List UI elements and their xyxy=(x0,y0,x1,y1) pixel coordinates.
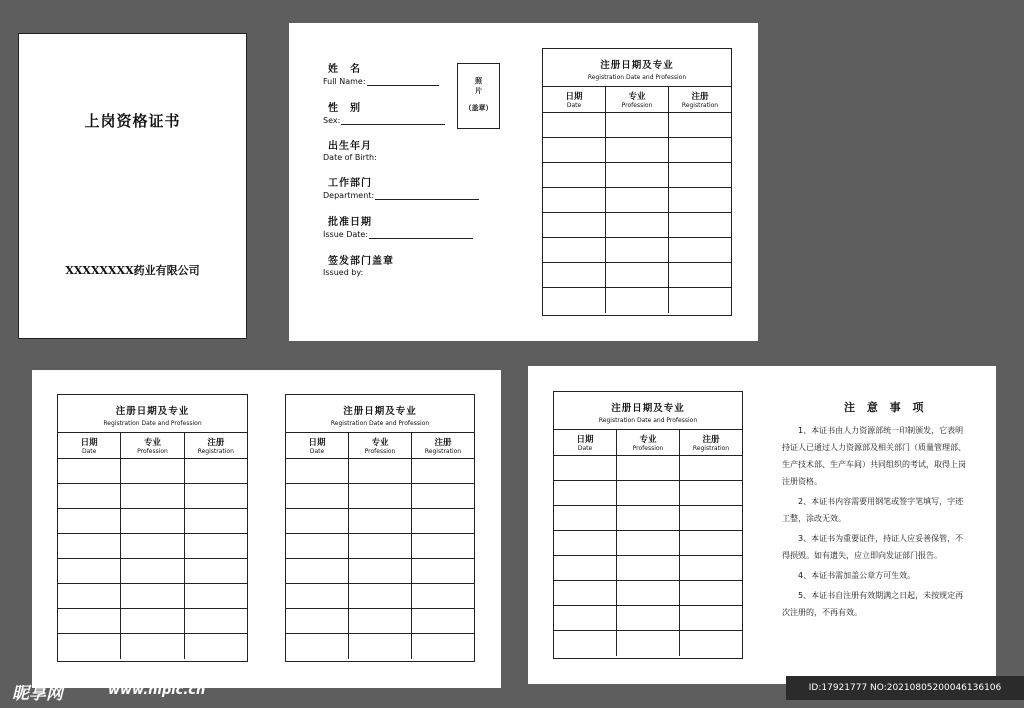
table-row xyxy=(286,559,474,584)
table-row xyxy=(554,531,742,556)
column-date xyxy=(286,433,349,458)
table-cell[interactable] xyxy=(286,584,349,608)
registration-columns xyxy=(286,433,474,459)
table-cell[interactable] xyxy=(58,559,121,583)
column-label-cn: 专业 xyxy=(639,435,657,445)
table-row xyxy=(543,238,731,263)
table-cell[interactable] xyxy=(680,631,742,656)
table-cell[interactable] xyxy=(669,263,731,287)
column-label-cn: 注册 xyxy=(702,435,720,445)
table-row xyxy=(543,288,731,313)
table-row xyxy=(58,559,247,584)
table-cell[interactable] xyxy=(58,459,121,483)
table-cell[interactable] xyxy=(121,584,184,608)
field-label-cn: 出生年月 xyxy=(328,141,372,152)
table-cell[interactable] xyxy=(617,481,680,505)
table-cell[interactable] xyxy=(412,559,474,583)
table-cell[interactable] xyxy=(349,609,412,633)
table-row xyxy=(58,484,247,509)
registration-title: 注册日期及专业 xyxy=(600,60,674,71)
table-cell[interactable] xyxy=(412,484,474,508)
table-cell[interactable] xyxy=(286,634,349,659)
table-cell[interactable] xyxy=(543,288,606,313)
table-cell[interactable] xyxy=(617,531,680,555)
registration-title: 注册日期及专业 xyxy=(343,406,417,417)
watermark-logo: 昵享网 xyxy=(12,684,63,704)
watermark-url: www.nipic.cn xyxy=(108,683,206,698)
column-label-cn: 日期 xyxy=(576,435,594,445)
column-label-en: Profession xyxy=(364,448,396,455)
table-cell[interactable] xyxy=(617,456,680,480)
column-date xyxy=(554,430,617,455)
table-cell[interactable] xyxy=(669,113,731,137)
table-row xyxy=(58,634,247,659)
table-cell[interactable] xyxy=(554,581,617,605)
note-item: 2、本证书内容需要用钢笔或签字笔填写，字迹工整，涂改无效。 xyxy=(782,497,964,523)
field-label-cn: 工作部门 xyxy=(328,178,372,189)
table-row xyxy=(58,459,247,484)
fill-line[interactable] xyxy=(341,115,445,125)
note-item: 5、本证书自注册有效期满之日起，未按规定再次注册的，不再有效。 xyxy=(782,591,964,617)
column-label-cn: 日期 xyxy=(565,92,583,102)
table-cell[interactable] xyxy=(617,606,680,630)
table-row xyxy=(58,509,247,534)
registration-table xyxy=(542,48,732,316)
table-cell[interactable] xyxy=(412,634,474,659)
table-cell[interactable] xyxy=(349,584,412,608)
table-cell[interactable] xyxy=(286,509,349,533)
table-cell[interactable] xyxy=(58,634,121,659)
photo-label: 照片 xyxy=(475,77,482,95)
column-label-cn: 注册 xyxy=(207,438,225,448)
registration-columns xyxy=(58,433,247,459)
registration-page xyxy=(32,370,501,688)
column-profession xyxy=(121,433,184,458)
registration-subtitle: Registration Date and Profession xyxy=(103,420,202,427)
column-registration xyxy=(669,87,731,112)
info-page xyxy=(289,23,758,341)
table-cell[interactable] xyxy=(121,559,184,583)
table-cell[interactable] xyxy=(554,456,617,480)
table-cell[interactable] xyxy=(412,609,474,633)
registration-table-header xyxy=(554,392,742,430)
column-registration xyxy=(680,430,742,455)
column-registration xyxy=(185,433,247,458)
watermark-id: ID:17921777 NO:20210805200046136106 xyxy=(786,676,1024,700)
column-label-cn: 日期 xyxy=(308,438,326,448)
column-label-en: Registration xyxy=(197,448,234,455)
field-department xyxy=(323,174,479,200)
table-cell[interactable] xyxy=(286,609,349,633)
table-cell[interactable] xyxy=(543,113,606,137)
table-cell[interactable] xyxy=(669,138,731,162)
table-row xyxy=(554,606,742,631)
registration-table xyxy=(285,394,475,662)
table-cell[interactable] xyxy=(606,238,669,262)
table-cell[interactable] xyxy=(680,481,742,505)
table-cell[interactable] xyxy=(185,459,247,483)
registration-table-body xyxy=(554,456,742,656)
table-cell[interactable] xyxy=(185,609,247,633)
table-cell[interactable] xyxy=(121,459,184,483)
table-cell[interactable] xyxy=(412,509,474,533)
table-row xyxy=(554,631,742,656)
table-cell[interactable] xyxy=(185,509,247,533)
table-cell[interactable] xyxy=(554,481,617,505)
table-cell[interactable] xyxy=(349,634,412,659)
column-label-en: Registration xyxy=(424,448,462,455)
table-cell[interactable] xyxy=(543,163,606,187)
registration-subtitle: Registration Date and Profession xyxy=(587,74,687,81)
table-cell[interactable] xyxy=(543,213,606,237)
field-label-cn: 姓 名 xyxy=(328,64,361,75)
table-row xyxy=(554,506,742,531)
field-label-cn: 性 别 xyxy=(328,103,361,114)
table-cell[interactable] xyxy=(669,213,731,237)
table-cell[interactable] xyxy=(58,484,121,508)
table-cell[interactable] xyxy=(286,559,349,583)
column-date xyxy=(58,433,121,458)
table-cell[interactable] xyxy=(543,138,606,162)
column-label-en: Profession xyxy=(632,445,664,452)
table-row xyxy=(543,213,731,238)
registration-table-body xyxy=(286,459,474,659)
table-cell[interactable] xyxy=(617,581,680,605)
field-label-en: Full Name: xyxy=(323,77,366,86)
column-label-cn: 日期 xyxy=(80,438,98,448)
table-row xyxy=(286,584,474,609)
table-cell[interactable] xyxy=(554,556,617,580)
field-label-en: Sex: xyxy=(323,116,341,125)
table-cell[interactable] xyxy=(58,509,121,533)
table-row xyxy=(554,556,742,581)
table-cell[interactable] xyxy=(349,459,412,483)
fill-line[interactable] xyxy=(367,76,439,86)
registration-table-header xyxy=(58,395,247,433)
photo-stamp-label: （盖章） xyxy=(464,104,493,112)
table-cell[interactable] xyxy=(617,506,680,530)
table-cell[interactable] xyxy=(606,288,669,313)
table-cell[interactable] xyxy=(185,584,247,608)
fill-line[interactable] xyxy=(375,190,479,200)
table-cell[interactable] xyxy=(412,459,474,483)
table-cell[interactable] xyxy=(543,263,606,287)
table-cell[interactable] xyxy=(185,634,247,659)
table-row xyxy=(554,581,742,606)
table-row xyxy=(554,456,742,481)
field-date-of-birth xyxy=(323,137,377,162)
registration-table-header xyxy=(543,49,731,87)
table-cell[interactable] xyxy=(680,556,742,580)
table-cell[interactable] xyxy=(58,609,121,633)
note-item: 4、本证书需加盖公章方可生效。 xyxy=(798,571,916,580)
column-label-en: Date xyxy=(566,102,582,109)
registration-table xyxy=(553,391,743,659)
table-cell[interactable] xyxy=(680,456,742,480)
table-cell[interactable] xyxy=(286,459,349,483)
table-row xyxy=(286,459,474,484)
table-cell[interactable] xyxy=(617,556,680,580)
certificate-cover xyxy=(18,33,247,339)
table-cell[interactable] xyxy=(606,113,669,137)
table-row xyxy=(286,534,474,559)
table-cell[interactable] xyxy=(185,534,247,558)
table-cell[interactable] xyxy=(554,531,617,555)
column-label-cn: 专业 xyxy=(371,438,389,448)
table-row xyxy=(543,163,731,188)
column-label-en: Profession xyxy=(137,448,168,455)
registration-table-body xyxy=(543,113,731,313)
table-row xyxy=(543,113,731,138)
table-row xyxy=(58,584,247,609)
registration-table-body xyxy=(58,459,247,659)
table-row xyxy=(554,481,742,506)
table-row xyxy=(286,609,474,634)
table-cell[interactable] xyxy=(349,484,412,508)
table-row xyxy=(543,263,731,288)
table-cell[interactable] xyxy=(680,506,742,530)
table-cell[interactable] xyxy=(543,188,606,212)
column-label-cn: 注册 xyxy=(691,92,709,102)
notes-list xyxy=(782,422,968,624)
table-cell[interactable] xyxy=(185,559,247,583)
table-cell[interactable] xyxy=(286,534,349,558)
cover-company: XXXXXXXX药业有限公司 xyxy=(65,264,200,277)
table-row xyxy=(58,609,247,634)
photo-box xyxy=(457,63,500,129)
table-cell[interactable] xyxy=(58,584,121,608)
table-cell[interactable] xyxy=(606,263,669,287)
table-cell[interactable] xyxy=(669,188,731,212)
column-label-en: Registration xyxy=(692,445,730,452)
table-cell[interactable] xyxy=(554,631,617,656)
table-cell[interactable] xyxy=(606,213,669,237)
table-cell[interactable] xyxy=(680,606,742,630)
table-cell[interactable] xyxy=(349,559,412,583)
table-row xyxy=(543,188,731,213)
table-cell[interactable] xyxy=(121,534,184,558)
table-cell[interactable] xyxy=(185,484,247,508)
table-cell[interactable] xyxy=(617,631,680,656)
field-full-name xyxy=(323,60,439,86)
column-profession xyxy=(349,433,412,458)
column-label-cn: 注册 xyxy=(434,438,452,448)
table-cell[interactable] xyxy=(412,534,474,558)
table-row xyxy=(286,509,474,534)
column-label-en: Registration xyxy=(681,102,719,109)
field-label-cn: 签发部门盖章 xyxy=(328,256,394,267)
table-cell[interactable] xyxy=(669,288,731,313)
table-row xyxy=(286,484,474,509)
table-cell[interactable] xyxy=(412,584,474,608)
table-cell[interactable] xyxy=(554,506,617,530)
table-row xyxy=(543,138,731,163)
field-label-en: Issue Date: xyxy=(323,230,369,239)
table-cell[interactable] xyxy=(606,188,669,212)
table-cell[interactable] xyxy=(606,163,669,187)
registration-subtitle: Registration Date and Profession xyxy=(330,420,430,427)
column-label-en: Date xyxy=(577,445,593,452)
table-cell[interactable] xyxy=(606,138,669,162)
registration-columns xyxy=(554,430,742,456)
table-cell[interactable] xyxy=(286,484,349,508)
table-cell[interactable] xyxy=(58,534,121,558)
table-cell[interactable] xyxy=(349,534,412,558)
registration-subtitle: Registration Date and Profession xyxy=(598,417,698,424)
column-registration xyxy=(412,433,474,458)
table-cell[interactable] xyxy=(669,238,731,262)
field-label-en: Department: xyxy=(323,191,375,200)
table-cell[interactable] xyxy=(349,509,412,533)
column-profession xyxy=(617,430,680,455)
table-cell[interactable] xyxy=(680,581,742,605)
field-issued-by xyxy=(323,252,394,277)
note-item: 1、本证书由人力资源部统一印制颁发，它表明持证人已通过人力资源部及相关部门（质量管理部、生产技术部、生产车间）共同组织的考试，取得上岗注册资格。 xyxy=(782,426,966,486)
notes-page xyxy=(528,366,996,684)
registration-title: 注册日期及专业 xyxy=(115,406,190,417)
table-row xyxy=(58,534,247,559)
field-label-en: Date of Birth: xyxy=(323,153,377,162)
field-label-en: Issued by: xyxy=(323,268,364,277)
column-date xyxy=(543,87,606,112)
table-cell[interactable] xyxy=(669,163,731,187)
column-label-cn: 专业 xyxy=(628,92,646,102)
field-sex xyxy=(323,99,445,125)
registration-table-header xyxy=(286,395,474,433)
column-label-en: Profession xyxy=(621,102,653,109)
registration-title: 注册日期及专业 xyxy=(611,403,685,414)
table-cell[interactable] xyxy=(554,606,617,630)
table-cell[interactable] xyxy=(121,634,184,659)
field-issue-date xyxy=(323,213,473,239)
note-item: 3、本证书为重要证件，持证人应妥善保管，不得损毁。如有遗失，应立即向发证部门报告。 xyxy=(782,534,964,560)
column-label-cn: 专业 xyxy=(143,438,161,448)
notes-title: 注 意 事 项 xyxy=(844,401,928,414)
column-label-en: Date xyxy=(309,448,325,455)
registration-table xyxy=(57,394,248,662)
column-profession xyxy=(606,87,669,112)
table-cell[interactable] xyxy=(121,609,184,633)
table-cell[interactable] xyxy=(680,531,742,555)
column-label-en: Date xyxy=(81,448,97,455)
field-label-cn: 批准日期 xyxy=(328,217,372,228)
table-cell[interactable] xyxy=(121,509,184,533)
table-row xyxy=(286,634,474,659)
registration-columns xyxy=(543,87,731,113)
table-cell[interactable] xyxy=(543,238,606,262)
table-cell[interactable] xyxy=(121,484,184,508)
cover-title: 上岗资格证书 xyxy=(84,112,181,130)
fill-line[interactable] xyxy=(369,229,473,239)
